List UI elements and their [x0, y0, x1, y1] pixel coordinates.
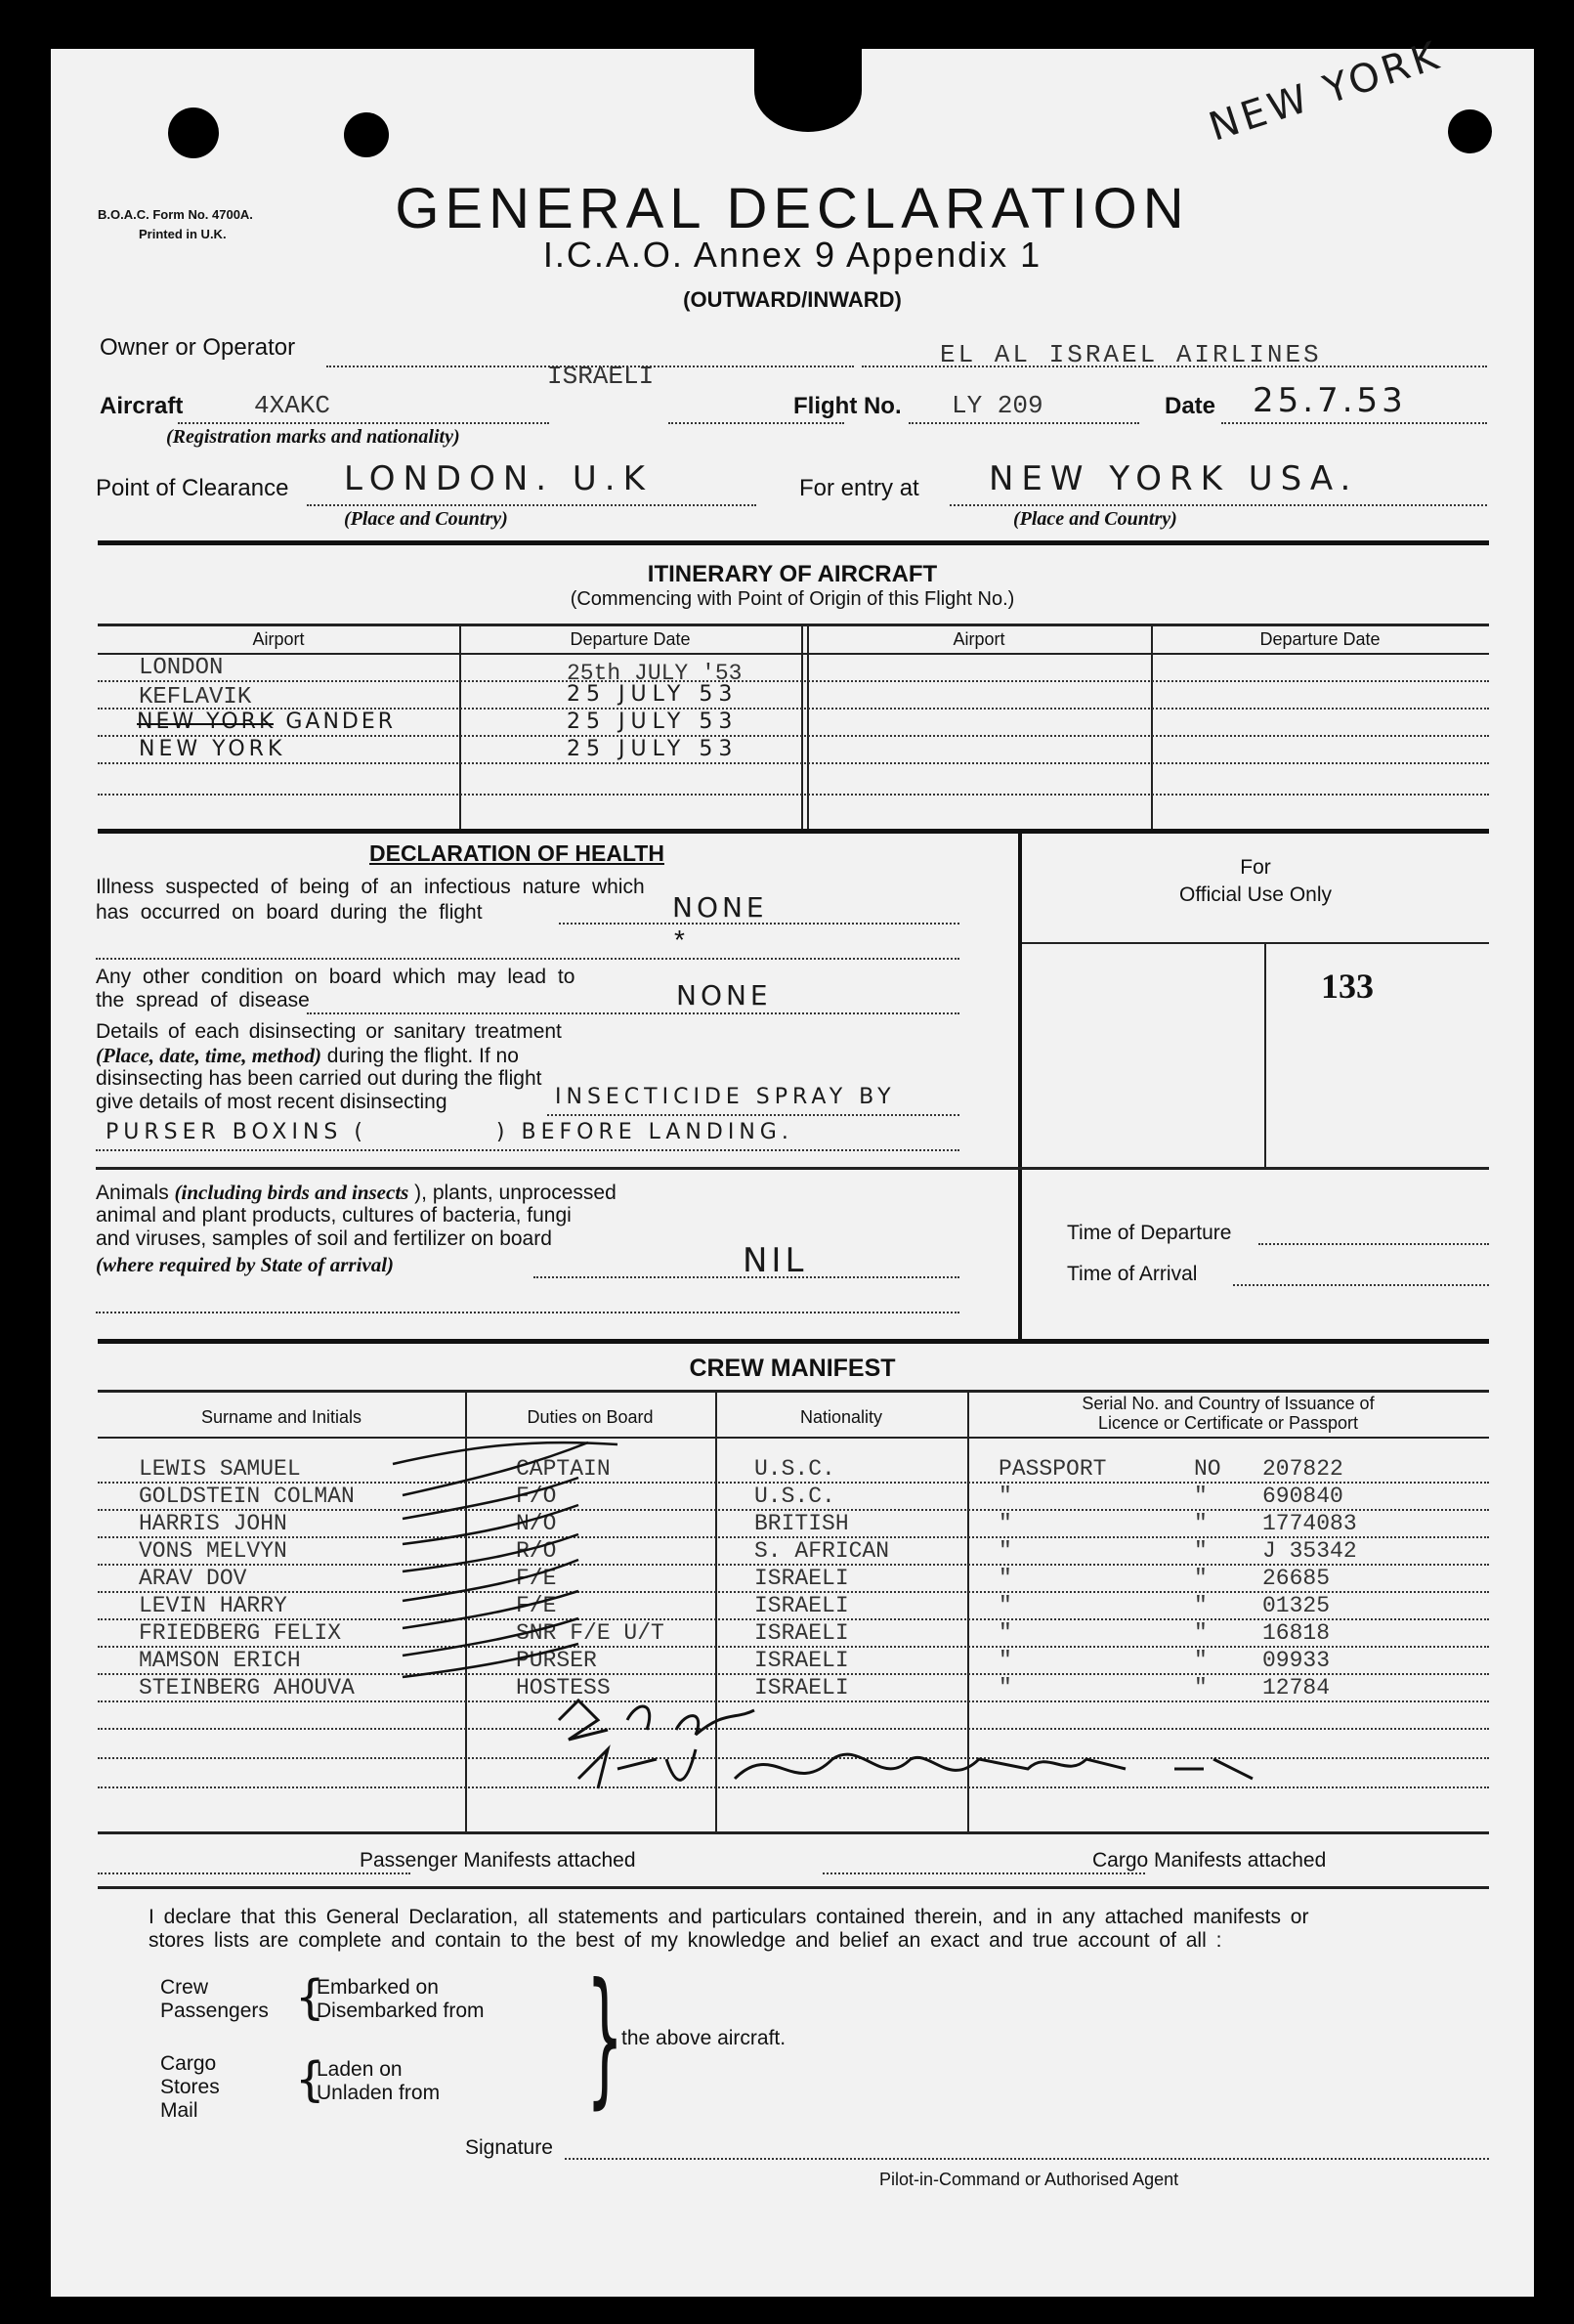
itinerary-col-airport-2: Airport [953, 629, 1005, 649]
health-q1-line1: Illness suspected of being of an infectious nature which [96, 876, 645, 898]
entry-label: For entry at [799, 475, 919, 501]
crew-row-5-number: 26685 [1262, 1566, 1331, 1591]
crew-row-4-ditto-a: " [999, 1538, 1012, 1564]
crew-row-2-nationality: U.S.C. [754, 1484, 835, 1509]
brace-left-1: { [295, 1970, 325, 2025]
handwritten-annotation: NEW YORK [1204, 32, 1448, 151]
crew-row-9-name: STEINBERG AHOUVA [139, 1675, 355, 1700]
label-laden: Laden on [317, 2058, 403, 2081]
crew-row-4-ditto-b: " [1194, 1538, 1208, 1564]
crew-row-1-name: LEWIS SAMUEL [139, 1456, 301, 1482]
entry-value: NEW YORK USA. [989, 459, 1359, 498]
declaration-line1: I declare that this General Declaration, all statements and particulars contained therein, and in any attached manifests or [149, 1906, 1309, 1928]
handwritten-signature-scrawl [539, 1691, 1282, 1828]
label-unladen: Unladen from [317, 2082, 441, 2104]
label-cargo: Cargo [160, 2052, 217, 2075]
crew-col-surname: Surname and Initials [200, 1407, 362, 1427]
health-q3-line4: give details of most recent disinsecting [96, 1091, 447, 1113]
crew-row-2-ditto-b: " [1194, 1484, 1208, 1509]
crew-row-6-duty: F/E [516, 1593, 557, 1618]
crew-col-duties: Duties on Board [527, 1407, 654, 1427]
health-a1: NONE [672, 891, 768, 924]
crew-title: CREW MANIFEST [689, 1355, 896, 1382]
itinerary-row-2-airport: KEFLAVIK [139, 684, 252, 710]
punch-hole-left [168, 108, 219, 158]
crew-col-nationality: Nationality [799, 1407, 883, 1427]
label-crew: Crew [160, 1976, 209, 1999]
crew-row-3-ditto-a: " [999, 1511, 1012, 1536]
asterisk-mark: * [674, 925, 685, 955]
crew-row-7-name: FRIEDBERG FELIX [139, 1620, 342, 1646]
crew-row-8-ditto-b: " [1194, 1648, 1208, 1673]
crew-row-3-duty: N/O [516, 1511, 557, 1536]
crew-row-4-duty: R/O [516, 1538, 557, 1564]
page-title: GENERAL DECLARATION [395, 177, 1190, 240]
crew-row-7-ditto-a: " [999, 1620, 1012, 1646]
crew-row-9-nationality: ISRAELI [754, 1675, 849, 1700]
crew-col-serial-2: Licence or Certificate or Passport [1097, 1413, 1359, 1433]
health-a4: NIL [743, 1241, 808, 1280]
itinerary-row-3-date: 25 JULY 53 [567, 710, 739, 734]
crew-row-1-duty: CAPTAIN [516, 1456, 611, 1482]
ink-blot [1448, 109, 1492, 153]
duty-strike-lines [383, 1437, 676, 1730]
flight-number-label: Flight No. [793, 393, 902, 419]
signature-label: Signature [465, 2136, 553, 2159]
crew-row-5-nationality: ISRAELI [754, 1566, 849, 1591]
date-label: Date [1165, 393, 1216, 419]
printed-note: Printed in U.K. [139, 227, 227, 241]
itinerary-row-4-airport: NEW YORK [139, 737, 286, 761]
crew-row-3-nationality: BRITISH [754, 1511, 849, 1536]
itinerary-row-3-airport: NEW YORK GANDER [137, 710, 397, 734]
crew-row-1-number: 207822 [1262, 1456, 1343, 1482]
crew-row-5-name: ARAV DOV [139, 1566, 247, 1591]
label-embarked: Embarked on [317, 1976, 439, 1999]
official-use-line1: For [1240, 856, 1271, 879]
health-q3-italic: (Place, date, time, method) [96, 1044, 321, 1067]
health-q4-line2: animal and plant products, cultures of bacteria, fungi [96, 1204, 572, 1227]
crew-row-5-ditto-a: " [999, 1566, 1012, 1591]
crew-row-7-duty: SNR F/E U/T [516, 1620, 664, 1646]
crew-row-2-number: 690840 [1262, 1484, 1343, 1509]
page-subtitle: I.C.A.O. Annex 9 Appendix 1 [542, 235, 1042, 275]
clearance-label: Point of Clearance [96, 475, 289, 501]
health-q3-line3: disinsecting has been carried out during the flight [96, 1067, 542, 1090]
crew-row-4-nationality: S. AFRICAN [754, 1538, 890, 1564]
crew-row-6-nationality: ISRAELI [754, 1593, 849, 1618]
crew-row-6-number: 01325 [1262, 1593, 1331, 1618]
health-a2: NONE [676, 979, 772, 1011]
aircraft-value: 4XAKC [254, 391, 331, 420]
crew-row-6-name: LEVIN HARRY [139, 1593, 287, 1618]
crew-row-8-number: 09933 [1262, 1648, 1331, 1673]
itinerary-col-airport: Airport [252, 629, 305, 649]
itinerary-row-1-date: 25th JULY '53 [567, 661, 743, 686]
itinerary-row-4-date: 25 JULY 53 [567, 737, 739, 761]
clearance-value: LONDON. U.K [344, 459, 653, 498]
brace-right: } [586, 1953, 624, 2123]
label-above-aircraft: the above aircraft. [621, 2027, 787, 2049]
declaration-line2: stores lists are complete and contain to the best of my knowledge and belief an exact and true account of all : [149, 1929, 1222, 1952]
health-title: DECLARATION OF HEALTH [369, 840, 664, 866]
crew-row-1-nationality: U.S.C. [754, 1456, 835, 1482]
crew-row-8-ditto-a: " [999, 1648, 1012, 1673]
crew-row-9-number: 12784 [1262, 1675, 1331, 1700]
declaration-form-sheet [51, 32, 1534, 2297]
clearance-sublabel: (Place and Country) [344, 508, 508, 530]
official-use-line2: Official Use Only [1179, 883, 1332, 906]
signature-caption: Pilot-in-Command or Authorised Agent [879, 2170, 1179, 2189]
health-q2-line1: Any other condition on board which may lead to [96, 966, 575, 988]
crew-row-3-number: 1774083 [1262, 1511, 1357, 1536]
form-number: B.O.A.C. Form No. 4700A. [98, 207, 253, 222]
crew-row-2-ditto-a: " [999, 1484, 1012, 1509]
entry-sublabel: (Place and Country) [1013, 508, 1177, 530]
owner-value: EL AL ISRAEL AIRLINES [940, 340, 1322, 369]
time-of-arrival-label: Time of Arrival [1067, 1263, 1198, 1285]
crew-row-6-ditto-b: " [1194, 1593, 1208, 1618]
crew-row-8-duty: PURSER [516, 1648, 597, 1673]
health-a3-line1: INSECTICIDE SPRAY BY [555, 1085, 896, 1109]
health-q4-a: Animals [96, 1182, 175, 1204]
flight-number-value: LY 209 [952, 391, 1043, 420]
label-passengers: Passengers [160, 2000, 269, 2022]
itinerary-col-departure: Departure Date [570, 629, 691, 649]
crew-row-1-ditto-a: PASSPORT [999, 1456, 1107, 1482]
registration-sublabel: (Registration marks and nationality) [166, 426, 460, 448]
health-q4-b: ), plants, unprocessed [408, 1182, 617, 1204]
label-mail: Mail [160, 2099, 198, 2122]
owner-nationality-value: ISRAELI [547, 362, 655, 391]
label-stores: Stores [160, 2076, 220, 2098]
crew-row-2-name: GOLDSTEIN COLMAN [139, 1484, 355, 1509]
crew-row-6-ditto-a: " [999, 1593, 1012, 1618]
punch-hole-center [344, 112, 389, 157]
crew-row-7-nationality: ISRAELI [754, 1620, 849, 1646]
direction-label: (OUTWARD/INWARD) [683, 287, 902, 312]
crew-row-3-ditto-b: " [1194, 1511, 1208, 1536]
health-q4-line4: (where required by State of arrival) [96, 1253, 395, 1276]
crew-row-2-duty: F/O [516, 1484, 557, 1509]
brace-left-2: { [295, 2052, 325, 2107]
torn-notch [754, 49, 862, 132]
itinerary-row-1-airport: LONDON [139, 655, 224, 681]
crew-row-3-name: HARRIS JOHN [139, 1511, 287, 1536]
health-q3-line2-rest: during the flight. If no [320, 1045, 519, 1067]
health-q4-italic: (including birds and insects [174, 1181, 409, 1204]
official-use-number: 133 [1321, 967, 1374, 1006]
itinerary-title: ITINERARY OF AIRCRAFT [647, 561, 938, 587]
date-value: 25.7.53 [1253, 381, 1407, 420]
crew-row-4-number: J 35342 [1262, 1538, 1357, 1564]
itinerary-col-departure-2: Departure Date [1259, 629, 1381, 649]
crew-row-9-duty: HOSTESS [516, 1675, 611, 1700]
health-a3-line2: PURSER BOXINS ( ) BEFORE LANDING. [106, 1120, 793, 1144]
cargo-manifests-label: Cargo Manifests attached [1092, 1849, 1327, 1872]
crew-row-9-ditto-a: " [999, 1675, 1012, 1700]
health-q3-line1: Details of each disinsecting or sanitary treatment [96, 1020, 562, 1043]
aircraft-label: Aircraft [100, 393, 184, 419]
health-q1-line2: has occurred on board during the flight [96, 901, 483, 924]
crew-row-5-ditto-b: " [1194, 1566, 1208, 1591]
health-q3-line2 [96, 1044, 519, 1068]
crew-row-7-ditto-b: " [1194, 1620, 1208, 1646]
itinerary-row-2-date: 25 JULY 53 [567, 682, 739, 707]
label-disembarked: Disembarked from [317, 2000, 485, 2022]
health-q2-line2: the spread of disease [96, 989, 310, 1011]
crew-col-serial-1: Serial No. and Country of Issuance of [1082, 1394, 1375, 1413]
crew-row-9-ditto-b: " [1194, 1675, 1208, 1700]
signature-line[interactable] [565, 2158, 1489, 2160]
crew-row-8-nationality: ISRAELI [754, 1648, 849, 1673]
crew-row-8-name: MAMSON ERICH [139, 1648, 301, 1673]
health-q4-line1 [96, 1181, 617, 1205]
crew-row-4-name: VONS MELVYN [139, 1538, 287, 1564]
crew-row-7-number: 16818 [1262, 1620, 1331, 1646]
owner-label: Owner or Operator [100, 334, 296, 361]
passenger-manifests-label: Passenger Manifests attached [360, 1849, 636, 1872]
itinerary-subtitle: (Commencing with Point of Origin of this Flight No.) [570, 588, 1015, 610]
crew-row-5-duty: F/E [516, 1566, 557, 1591]
health-q4-line3: and viruses, samples of soil and fertilizer on board [96, 1227, 552, 1250]
crew-row-1-ditto-b: NO [1194, 1456, 1221, 1482]
time-of-departure-label: Time of Departure [1067, 1222, 1232, 1244]
